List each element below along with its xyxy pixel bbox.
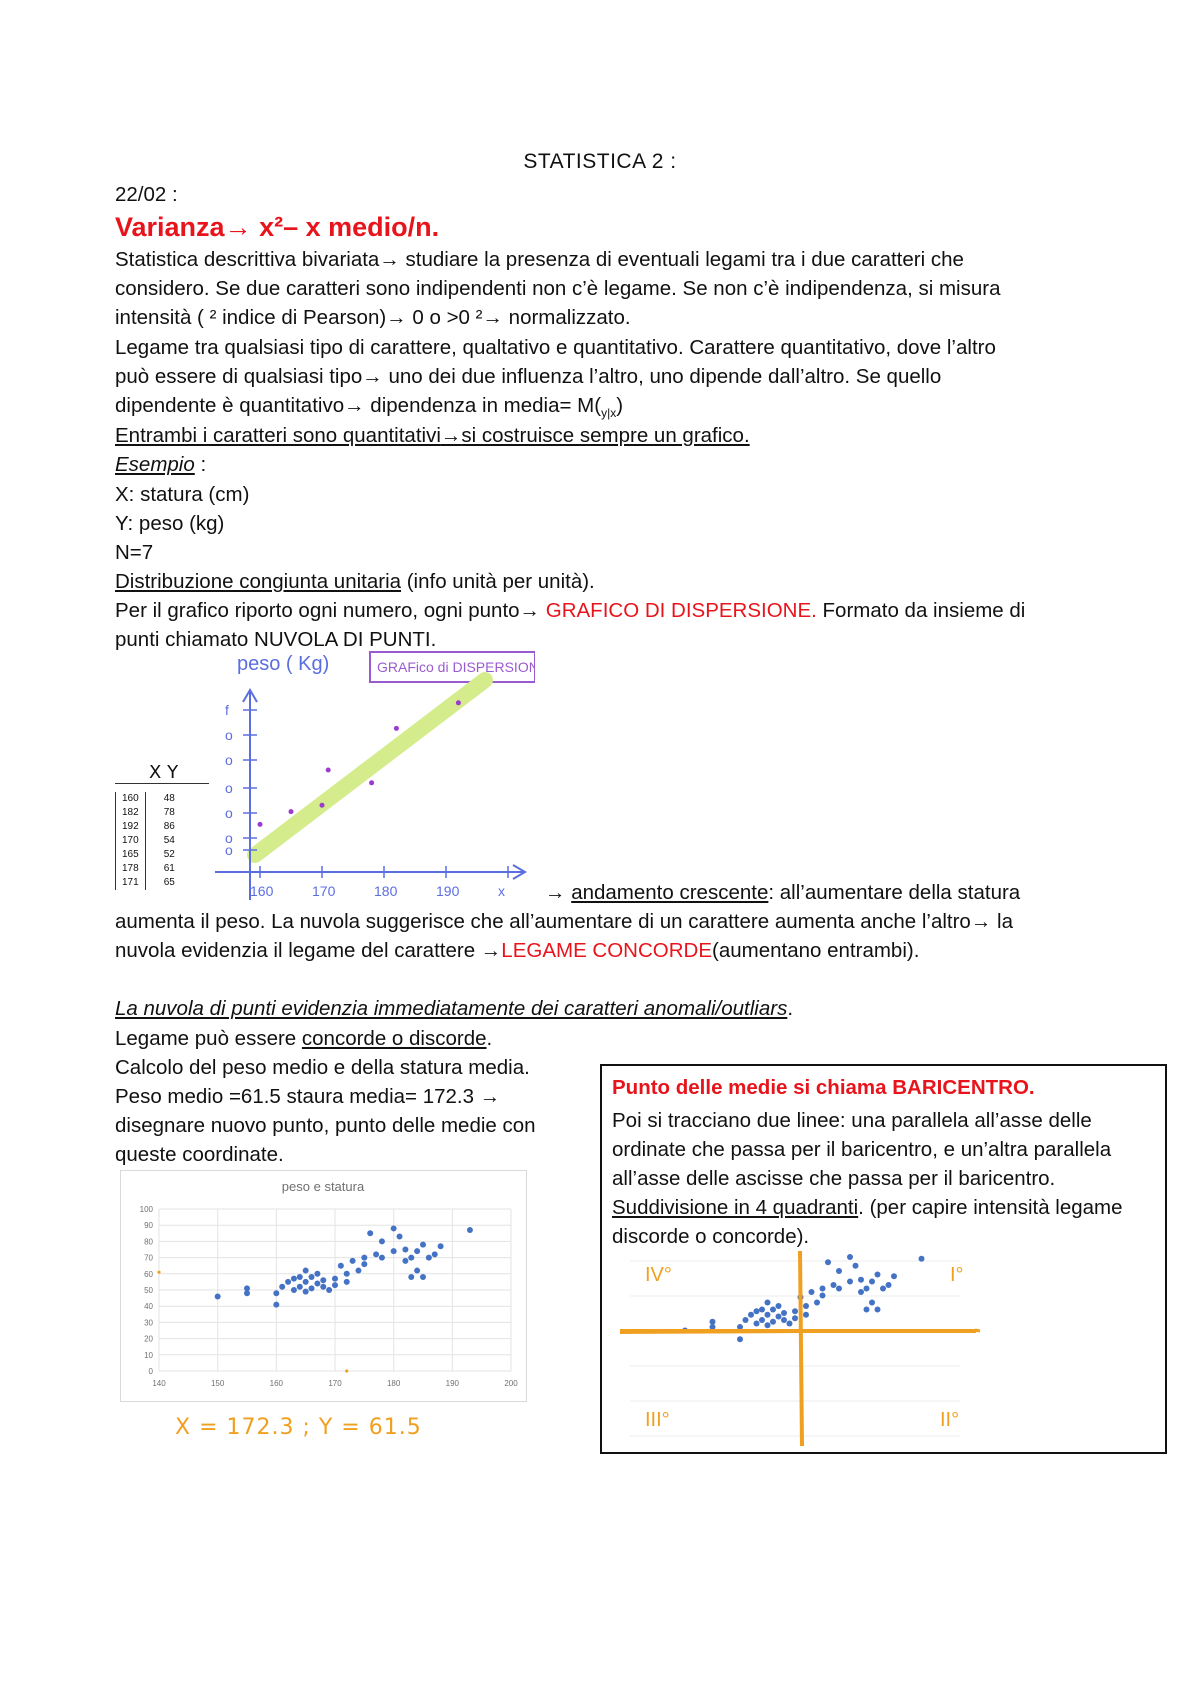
grafico-text: Formato da insieme di xyxy=(816,599,1026,622)
outliers-line xyxy=(115,994,793,1023)
example-colon: : xyxy=(194,453,207,476)
scatter-point xyxy=(291,1276,297,1282)
quadrant-point xyxy=(803,1312,809,1318)
page-title: STATISTICA 2 : xyxy=(523,150,677,173)
scatter-point xyxy=(309,1274,315,1280)
baricentro-line: ordinate che passa per il baricentro, e un’altra parallela xyxy=(612,1138,1112,1161)
baricentro-line: discorde o concorde). xyxy=(612,1225,810,1248)
quadrant-iii-label: III° xyxy=(645,1409,670,1431)
quadrant-point xyxy=(820,1293,826,1299)
table-cell-y: 48 xyxy=(163,793,175,804)
scatter-points xyxy=(157,1225,473,1372)
scatter-point xyxy=(297,1284,303,1290)
scatter-y-tick-label: 0 xyxy=(148,1367,153,1376)
scatter-chart-container xyxy=(120,1170,527,1402)
scatter-grid xyxy=(159,1209,511,1371)
sketch-ylabel: peso ( Kg) xyxy=(237,653,330,675)
varianza-heading xyxy=(115,210,439,244)
sketch-y-tick-label: o xyxy=(225,752,233,768)
quadrant-point xyxy=(875,1272,881,1278)
scatter-point xyxy=(355,1268,361,1274)
quadrant-point xyxy=(754,1321,760,1327)
outliers-dot: . xyxy=(787,997,794,1020)
table-row xyxy=(116,862,182,876)
table-cell-y: 52 xyxy=(163,849,175,860)
arrow-icon: → xyxy=(480,939,502,962)
scatter-x-tick-label: 190 xyxy=(445,1379,460,1388)
scatter-point xyxy=(332,1276,338,1282)
scatter-point xyxy=(414,1268,420,1274)
quadrant-point xyxy=(776,1314,782,1320)
scatter-point xyxy=(432,1251,438,1257)
quadrant-point xyxy=(759,1307,765,1313)
quadrant-point xyxy=(814,1300,820,1306)
quadrant-point xyxy=(820,1286,826,1292)
para2-text: uno dei due influenza l’altro, uno dipende dall’altro. Se quello xyxy=(382,365,942,388)
peso-medio-line xyxy=(115,1082,500,1111)
scatter-y-tick-label: 90 xyxy=(144,1221,153,1231)
grafico-dispersione-term: GRAFICO DI DISPERSIONE. xyxy=(540,599,817,622)
quadrant-grid xyxy=(630,1261,960,1436)
example-n: N=7 xyxy=(115,541,154,564)
scatter-point xyxy=(402,1258,408,1264)
sketch-y-tick-label: o xyxy=(225,805,233,821)
baricentro-text-part: . (per capire intensità legame xyxy=(858,1196,1123,1219)
quadrant-point xyxy=(765,1322,771,1328)
data-table-body xyxy=(115,792,182,890)
para1-line3 xyxy=(115,303,631,332)
disegnare-line: disegnare nuovo punto, punto delle medie con xyxy=(115,1114,536,1137)
quadrant-point xyxy=(754,1308,760,1314)
sketch-x-tick-label: 190 xyxy=(436,883,460,899)
quadrant-point xyxy=(737,1336,743,1342)
scatter-point xyxy=(326,1287,332,1293)
arrow-icon: → xyxy=(482,306,503,329)
scatter-point xyxy=(379,1238,385,1244)
quadrant-point xyxy=(869,1279,875,1285)
sketch-data-point xyxy=(289,809,294,814)
table-cell-x: 170 xyxy=(116,834,146,848)
scatter-point xyxy=(303,1268,309,1274)
quadranti-term: Suddivisione in 4 quadranti xyxy=(612,1196,859,1219)
quadrant-iv-label: IV° xyxy=(645,1264,672,1286)
quadrant-point xyxy=(825,1259,831,1265)
scatter-point xyxy=(367,1230,373,1236)
scatter-point xyxy=(350,1258,356,1264)
example-label xyxy=(115,450,206,479)
sketch-x-tick-label: 160 xyxy=(250,883,274,899)
scatter-point xyxy=(279,1284,285,1290)
scatter-chart-title: peso e statura xyxy=(281,1179,365,1194)
crescente-text: la xyxy=(991,910,1013,933)
scatter-x-tick-label: 150 xyxy=(210,1379,225,1388)
table-cell-x: 171 xyxy=(116,876,146,890)
scatter-y-tick-label: 80 xyxy=(144,1237,153,1247)
scatter-y-tick-label: 20 xyxy=(144,1334,153,1344)
table-row xyxy=(116,820,182,834)
scatter-point xyxy=(361,1255,367,1261)
sketch-x-tick-label: x xyxy=(498,883,505,899)
crescente-text: (aumentano entrambi). xyxy=(712,939,920,962)
example-x: X: statura (cm) xyxy=(115,483,250,506)
scatter-point xyxy=(426,1255,432,1261)
scatter-point xyxy=(408,1274,414,1280)
scatter-x-tick-label: 170 xyxy=(328,1379,342,1388)
scatter-point xyxy=(338,1263,344,1269)
sketch-box-label: GRAFico di DISPERSIONE xyxy=(377,659,535,675)
nuvola-term: NUVOLA DI PUNTI xyxy=(254,628,431,651)
sketch-x-tick-label: 170 xyxy=(312,883,336,899)
scatter-point xyxy=(320,1284,326,1290)
table-header-y: Y xyxy=(167,762,179,783)
table-cell-y: 61 xyxy=(163,863,175,874)
quadrant-point xyxy=(748,1312,754,1318)
para1-line1 xyxy=(115,245,964,274)
quadrant-point xyxy=(864,1286,870,1292)
arrow-icon: → xyxy=(379,248,400,271)
scatter-point xyxy=(273,1302,279,1308)
handdrawn-sketch xyxy=(115,650,535,900)
varianza-formula: x²– x medio/n. xyxy=(251,212,440,242)
scatter-point xyxy=(379,1255,385,1261)
para1-text: normalizzato. xyxy=(502,306,631,329)
scatter-x-tick-label: 180 xyxy=(386,1379,401,1388)
quadrant-point xyxy=(809,1289,815,1295)
scatter-point xyxy=(309,1285,315,1291)
arrow-icon: → xyxy=(362,365,383,388)
sketch-data-point xyxy=(258,822,263,827)
coordinate-line: queste coordinate. xyxy=(115,1143,284,1166)
scatter-point xyxy=(420,1242,426,1248)
quadrant-point xyxy=(770,1307,776,1313)
quadrant-point xyxy=(886,1282,892,1288)
arrow-icon: → xyxy=(545,881,566,904)
scatter-point xyxy=(397,1234,403,1240)
scatter-ticks xyxy=(140,1205,519,1388)
para1-text: 0 o >0 ² xyxy=(406,306,483,329)
scatter-point xyxy=(291,1287,297,1293)
crescente-term: andamento crescente xyxy=(571,881,769,904)
table-header xyxy=(115,762,209,784)
scatter-chart xyxy=(121,1171,526,1401)
crescente-text: nuvola evidenzia il legame del carattere xyxy=(115,939,481,962)
nuvola-text: punti chiamato xyxy=(115,628,255,651)
quadrant-point xyxy=(869,1300,875,1306)
legame-term: concorde o discorde xyxy=(301,1027,487,1050)
baricentro-box xyxy=(600,1064,1167,1454)
table-row xyxy=(116,876,182,890)
scatter-y-tick-label: 50 xyxy=(144,1286,153,1295)
para2-text: si costruisce sempre un grafico. xyxy=(461,424,750,447)
scatter-point xyxy=(361,1261,367,1267)
scatter-y-tick-label: 40 xyxy=(144,1302,153,1312)
para1-text: studiare la presenza di eventuali legami tra i due caratteri che xyxy=(399,248,964,271)
scatter-outlier-point xyxy=(345,1369,348,1372)
crescente-line3 xyxy=(115,936,919,965)
scatter-point xyxy=(244,1285,250,1291)
arrow-icon: → xyxy=(519,599,541,622)
quadrant-point xyxy=(792,1315,798,1321)
arrow-icon: → xyxy=(224,212,252,242)
quadrant-point xyxy=(710,1319,716,1325)
quadrant-point xyxy=(765,1312,771,1318)
quadrant-point xyxy=(743,1317,749,1323)
sketch-data-point xyxy=(369,780,374,785)
crescente-text: : all’aumentare della statura xyxy=(768,881,1021,904)
data-table xyxy=(115,762,215,890)
quadrant-point xyxy=(776,1303,782,1309)
scatter-point xyxy=(420,1274,426,1280)
quadrant-point xyxy=(880,1286,886,1292)
quadrant-point xyxy=(765,1300,771,1306)
table-cell-x: 182 xyxy=(116,806,146,820)
scatter-y-tick-label: 70 xyxy=(144,1253,153,1263)
quadrant-point xyxy=(770,1319,776,1325)
distribution-term: Distribuzione congiunta unitaria xyxy=(115,570,402,593)
scatter-x-tick-label: 140 xyxy=(152,1379,166,1388)
quadrant-point xyxy=(792,1308,798,1314)
nuvola-text: . xyxy=(430,628,437,651)
scatter-point xyxy=(215,1293,221,1299)
para2-text: Entrambi i caratteri sono quantitativi xyxy=(115,424,441,447)
sketch-data-point xyxy=(456,700,461,705)
legame-text: . xyxy=(486,1027,493,1050)
quadrant-point xyxy=(781,1317,787,1323)
crescente-text: aumenta il peso. La nuvola suggerisce che all’aumentare di un carattere aumenta anche l’altro xyxy=(115,910,971,933)
sketch-data-point xyxy=(326,768,331,773)
sketch-y-tick-label: f xyxy=(225,702,229,718)
scatter-point xyxy=(285,1279,291,1285)
table-row xyxy=(116,806,182,820)
quadrant-point xyxy=(858,1277,864,1283)
sketch-data-point xyxy=(394,726,399,731)
scatter-point xyxy=(303,1289,309,1295)
para2-text: può essere di qualsiasi tipo xyxy=(115,365,363,388)
scatter-point xyxy=(303,1279,309,1285)
scatter-point xyxy=(414,1248,420,1254)
quadrant-point xyxy=(875,1307,881,1313)
table-cell-y: 78 xyxy=(163,807,175,818)
quadrant-point xyxy=(847,1279,853,1285)
grafico-text: Per il grafico riporto ogni numero, ogni punto xyxy=(115,599,520,622)
crescente-line1 xyxy=(545,878,1020,907)
table-cell-y: 54 xyxy=(163,835,175,846)
scatter-point xyxy=(297,1274,303,1280)
arrow-icon: → xyxy=(344,394,365,417)
baricentro-line: Poi si tracciano due linee: una parallela all’asse delle xyxy=(612,1109,1092,1132)
scatter-y-tick-label: 60 xyxy=(144,1269,153,1279)
sketch-y-tick-label: o xyxy=(225,780,233,796)
distribution-text: (info unità per unità). xyxy=(401,570,595,593)
scatter-x-tick-label: 200 xyxy=(504,1379,518,1388)
quadrant-point xyxy=(781,1310,787,1316)
scatter-point xyxy=(332,1282,338,1288)
table-cell-x: 192 xyxy=(116,820,146,834)
quadrant-point xyxy=(853,1263,859,1269)
sketch-y-tick-label: o xyxy=(225,842,233,858)
scatter-point xyxy=(273,1290,279,1296)
para2-line2 xyxy=(115,362,941,391)
para2-text: dipendente è quantitativo xyxy=(115,394,345,417)
quadrant-point xyxy=(836,1286,842,1292)
table-row xyxy=(116,792,182,806)
quadrant-point xyxy=(831,1282,837,1288)
baricentro-line xyxy=(612,1193,1123,1222)
crescente-line2 xyxy=(115,907,1013,936)
legame-concorde-term: LEGAME CONCORDE xyxy=(501,939,713,962)
scatter-x-tick-label: 160 xyxy=(269,1379,284,1388)
scatter-outlier-point xyxy=(157,1271,160,1274)
quadrant-point xyxy=(847,1254,853,1260)
scatter-y-tick-label: 30 xyxy=(144,1318,153,1328)
means-note: X = 172.3 ; Y = 61.5 xyxy=(175,1415,422,1440)
para2-line1: Legame tra qualsiasi tipo di carattere, qualtativo e quantitativo. Carattere quantitativo, dove l’altro xyxy=(115,336,996,359)
baricentro-title: Punto delle medie si chiama BARICENTRO. xyxy=(612,1076,1035,1099)
arrow-icon: → xyxy=(440,424,462,447)
scatter-point xyxy=(438,1243,444,1249)
peso-medio-text: Peso medio =61.5 staura media= 172.3 xyxy=(115,1085,480,1108)
calcolo-line: Calcolo del peso medio e della statura media. xyxy=(115,1056,530,1079)
table-row xyxy=(116,848,182,862)
table-cell-x: 165 xyxy=(116,848,146,862)
scatter-point xyxy=(408,1255,414,1261)
scatter-point xyxy=(467,1227,473,1233)
legame-text: Legame può essere xyxy=(115,1027,302,1050)
outliers-text: La nuvola di punti evidenzia immediatamente dei caratteri anomali/outliars xyxy=(115,997,788,1020)
sketch-y-tick-label: o xyxy=(225,727,233,743)
subscript: y|x xyxy=(601,406,617,421)
varianza-label: Varianza xyxy=(115,212,225,242)
scatter-point xyxy=(373,1251,379,1257)
scatter-point xyxy=(344,1279,350,1285)
para2-text: ) xyxy=(616,394,624,417)
vertical-mean-line xyxy=(800,1251,802,1446)
sketch-x-tick-label: 180 xyxy=(374,883,398,899)
quadrant-point xyxy=(891,1273,897,1279)
quadrant-point xyxy=(759,1317,765,1323)
scatter-point xyxy=(391,1248,397,1254)
scatter-point xyxy=(320,1277,326,1283)
quadrant-point xyxy=(787,1321,793,1327)
quadrant-point xyxy=(836,1268,842,1274)
arrow-icon: → xyxy=(386,306,407,329)
distribution-line xyxy=(115,567,595,596)
quadrant-point xyxy=(803,1303,809,1309)
quadrant-chart xyxy=(620,1251,1155,1446)
example-y: Y: peso (kg) xyxy=(115,512,225,535)
scatter-point xyxy=(314,1281,320,1287)
scatter-y-tick-label: 10 xyxy=(144,1350,153,1360)
sketch-ticks xyxy=(225,702,508,899)
para2-text: dipendenza in media= M( xyxy=(364,394,602,417)
baricentro-text xyxy=(612,1106,1123,1251)
scatter-point xyxy=(344,1271,350,1277)
arrow-icon: → xyxy=(970,910,992,933)
quadrant-ii-label: II° xyxy=(940,1409,960,1431)
sketch-y-tick-label: o xyxy=(225,830,233,846)
para1-text: intensità ( ² indice di Pearson) xyxy=(115,306,387,329)
table-header-x: X xyxy=(149,762,162,783)
grafico-line xyxy=(115,596,1025,625)
table-cell-x: 178 xyxy=(116,862,146,876)
para1-line2: considero. Se due caratteri sono indipendenti non c’è legame. Se non c’è indipendenza, si misura xyxy=(115,277,1001,300)
example-heading: Esempio xyxy=(115,453,195,476)
quadrant-point xyxy=(919,1256,925,1262)
scatter-point xyxy=(314,1271,320,1277)
date-label: 22/02 : xyxy=(115,183,178,206)
quadrant-point xyxy=(864,1307,870,1313)
para2-line4 xyxy=(115,421,750,450)
table-cell-y: 86 xyxy=(163,821,175,832)
arrow-icon: → xyxy=(479,1085,501,1108)
table-cell-x: 160 xyxy=(116,792,146,806)
para1-text: Statistica descrittiva bivariata xyxy=(115,248,380,271)
baricentro-line: all’asse delle ascisse che passa per il baricentro. xyxy=(612,1167,1056,1190)
sketch-data-point xyxy=(320,803,325,808)
scatter-point xyxy=(391,1225,397,1231)
trend-highlight xyxy=(255,680,485,855)
legame-line xyxy=(115,1024,492,1053)
quadrant-i-label: I° xyxy=(950,1264,964,1286)
table-cell-y: 65 xyxy=(163,877,175,888)
scatter-point xyxy=(402,1247,408,1253)
table-row xyxy=(116,834,182,848)
scatter-y-tick-label: 100 xyxy=(139,1205,153,1214)
quadrant-point xyxy=(858,1289,864,1295)
